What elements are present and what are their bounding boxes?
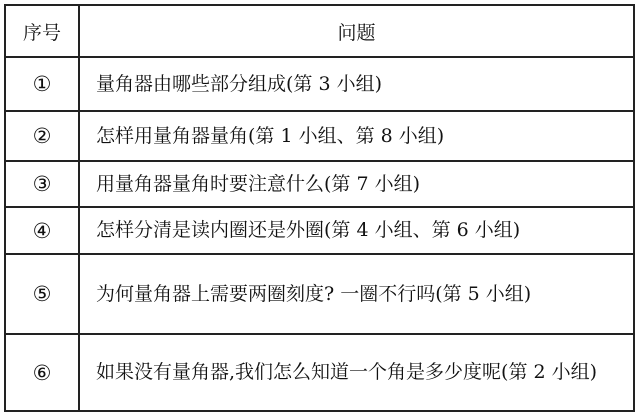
row-question: 用量角器量角时要注意什么(第 7 小组) [79, 161, 634, 207]
table-row [5, 57, 634, 111]
row-question: 如果没有量角器,我们怎么知道一个角是多少度呢(第 2 小组) [79, 334, 634, 411]
row-number: ④ [5, 207, 79, 254]
header-number: 序号 [5, 5, 79, 57]
row-number: ③ [5, 161, 79, 207]
row-number: ① [5, 57, 79, 111]
table-row [5, 161, 634, 207]
row-number: ⑤ [5, 254, 79, 334]
row-question: 量角器由哪些部分组成(第 3 小组) [79, 57, 634, 111]
row-question: 为何量角器上需要两圈刻度? 一圈不行吗(第 5 小组) [79, 254, 634, 334]
row-number: ⑥ [5, 334, 79, 411]
table-row [5, 111, 634, 161]
row-question: 怎样分清是读内圈还是外圈(第 4 小组、第 6 小组) [79, 207, 634, 254]
table-row [5, 207, 634, 254]
header-question: 问题 [79, 5, 634, 57]
questions-table [4, 4, 635, 412]
table-row [5, 254, 634, 334]
table-row [5, 334, 634, 411]
header-row [5, 5, 634, 57]
row-number: ② [5, 111, 79, 161]
row-question: 怎样用量角器量角(第 1 小组、第 8 小组) [79, 111, 634, 161]
